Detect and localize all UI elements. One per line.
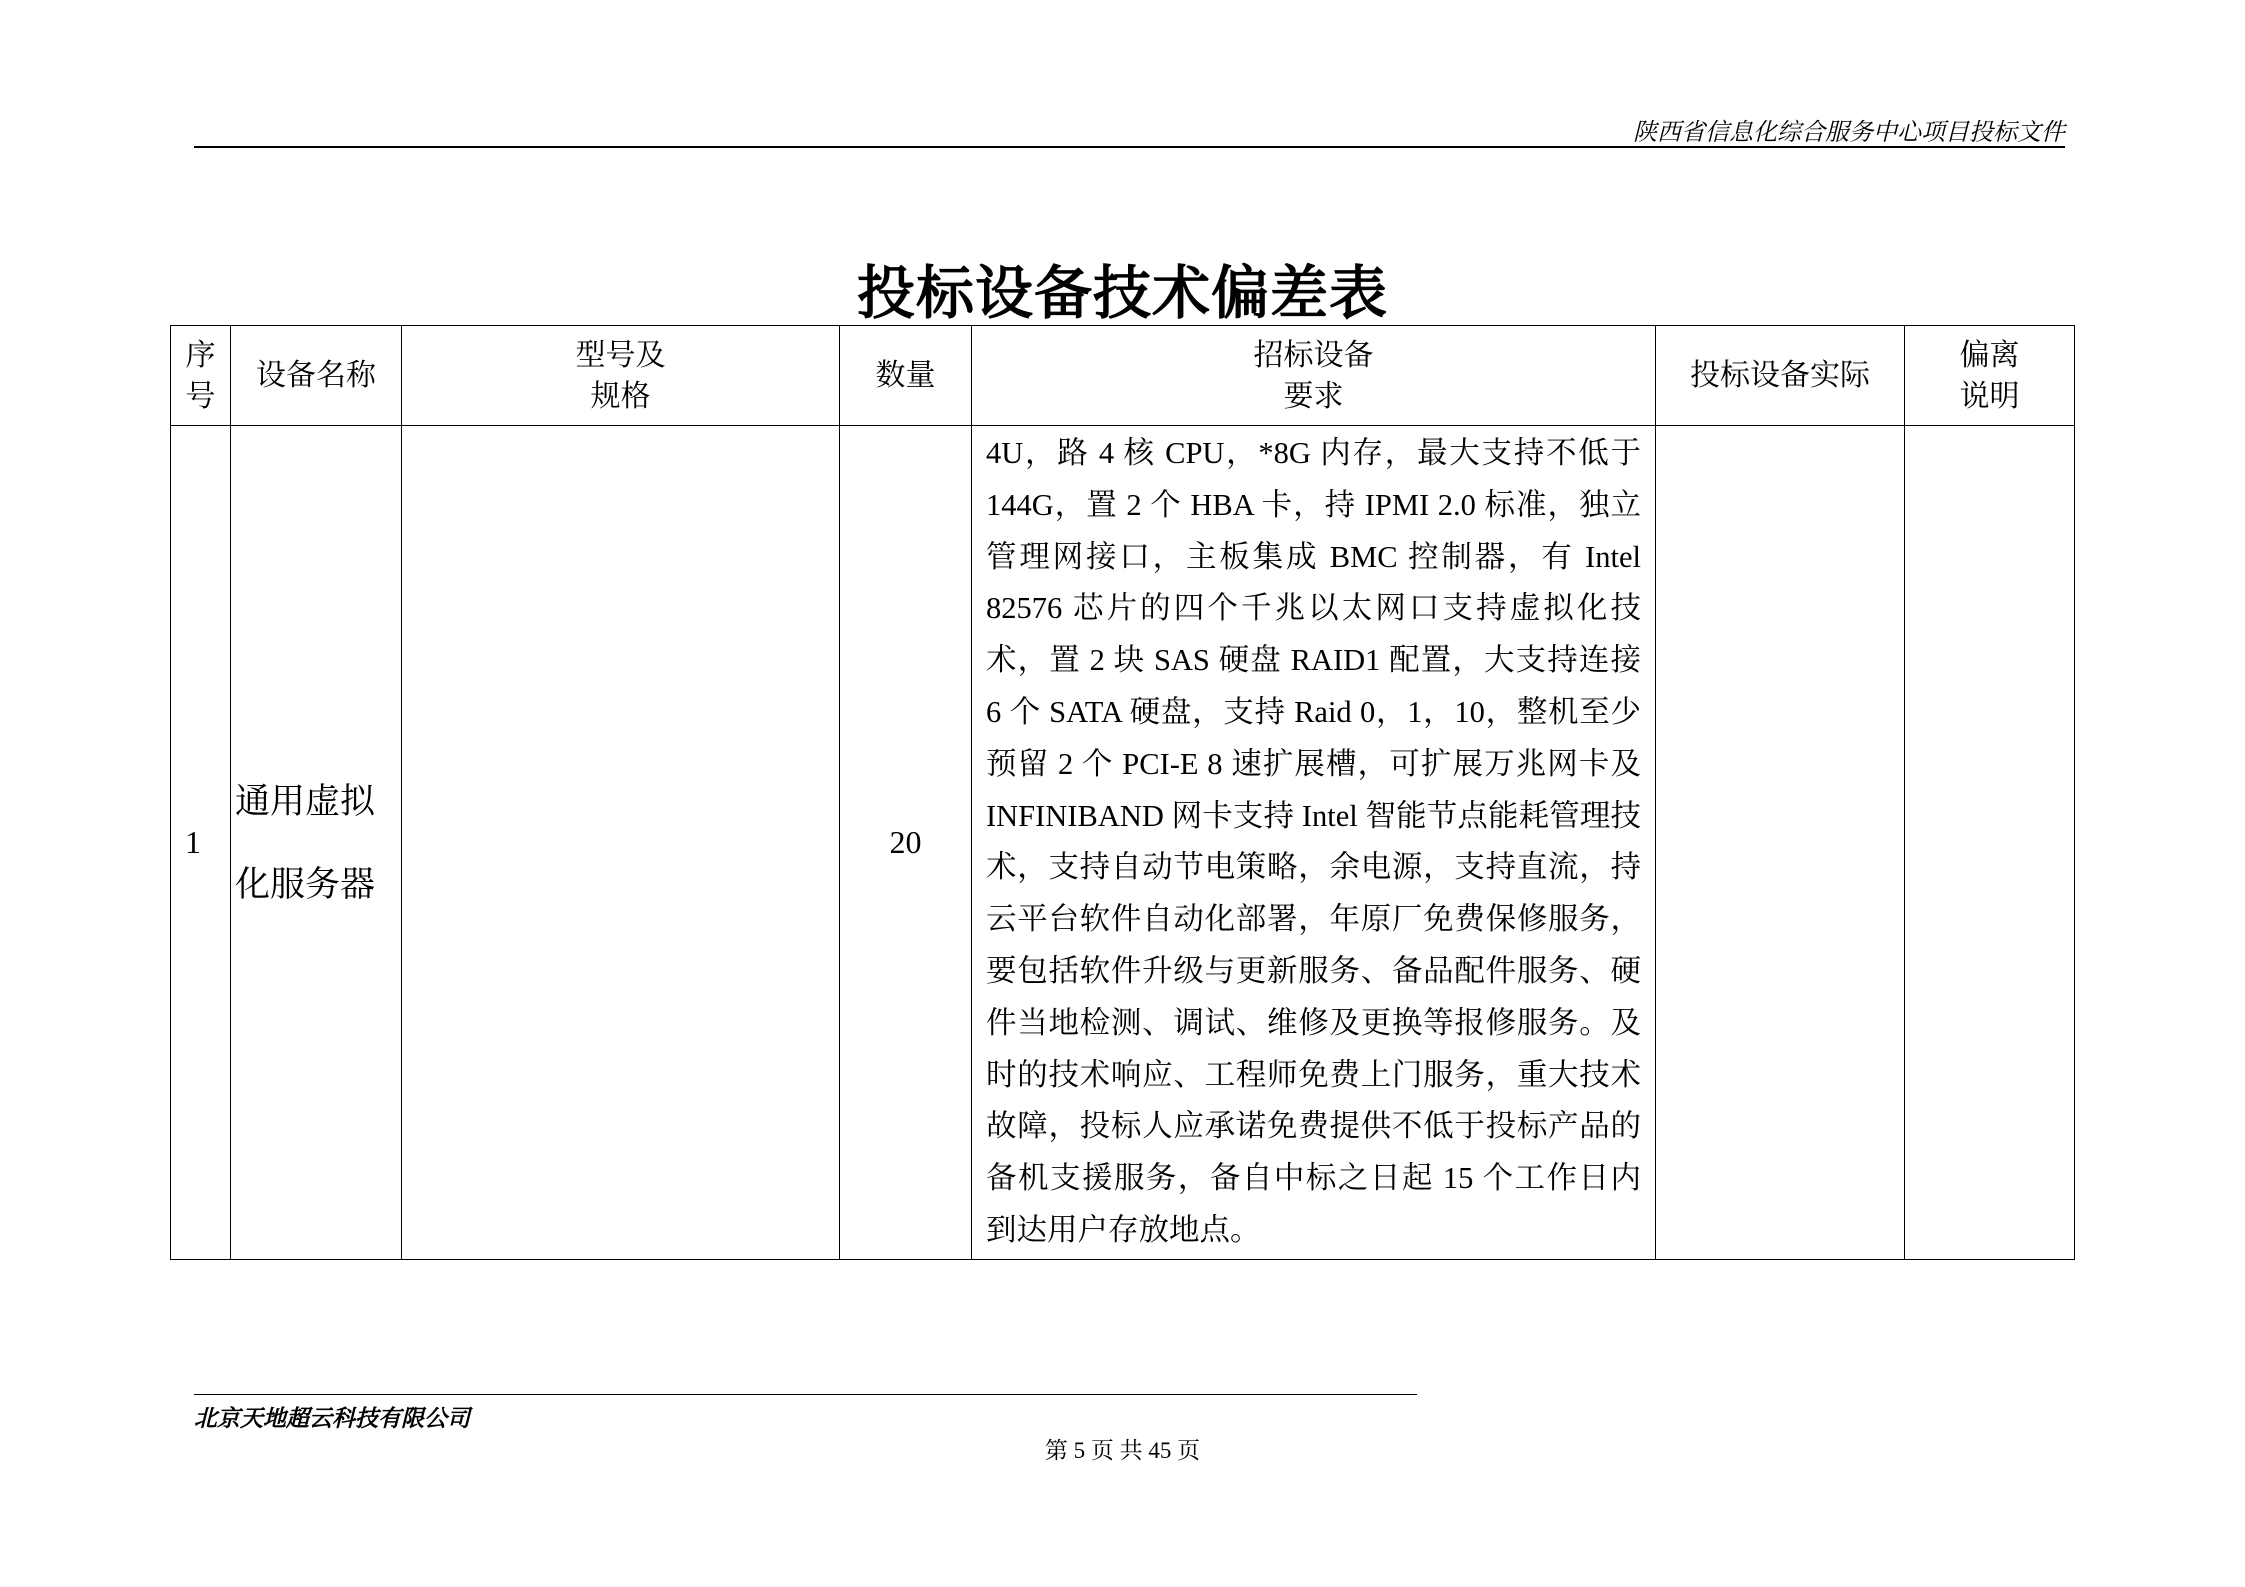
header-divider bbox=[194, 146, 2065, 148]
header-req-line: 要求 bbox=[1283, 379, 1344, 413]
header-name: 设备名称 bbox=[231, 326, 402, 426]
header-model-label: 型号及规格 bbox=[575, 338, 666, 413]
cell-name bbox=[231, 426, 402, 1260]
header-no-line: 序 bbox=[185, 338, 216, 372]
deviation-table bbox=[170, 325, 2075, 1260]
header-deviation bbox=[1905, 326, 2075, 426]
header-no bbox=[171, 326, 231, 426]
page-number: 第 5 页 共 45 页 bbox=[1044, 1438, 1201, 1463]
cell-model bbox=[402, 426, 840, 1260]
header-model bbox=[402, 326, 840, 426]
footer-divider bbox=[194, 1394, 1417, 1395]
cell-deviation bbox=[1905, 426, 2075, 1260]
cell-actual bbox=[1656, 426, 1905, 1260]
cell-qty: 20 bbox=[840, 426, 972, 1260]
document-header: 陕西省信息化综合服务中心项目投标文件 bbox=[1633, 120, 2065, 146]
name-line: 通用虚拟 bbox=[235, 781, 376, 821]
header-req-line: 招标设备 bbox=[1253, 338, 1374, 372]
table-header-row bbox=[171, 326, 2075, 426]
header-deviation-label: 偏离说明 bbox=[1959, 338, 2020, 413]
header-actual: 投标设备实际 bbox=[1656, 326, 1905, 426]
header-no-line: 号 bbox=[185, 379, 216, 413]
footer-company: 北京天地超云科技有限公司 bbox=[194, 1406, 470, 1431]
header-qty: 数量 bbox=[840, 326, 972, 426]
name-line: 化服务器 bbox=[235, 864, 376, 904]
header-requirement bbox=[972, 326, 1656, 426]
cell-no: 1 bbox=[171, 426, 231, 1260]
cell-requirement: 4U，路 4 核 CPU，*8G 内存，最大支持不低于 144G，置 2 个 HBA 卡，持 IPMI 2.0 标准，独立管理网接口，主板集成 BMC 控制器，有 Intel 82576 芯片的四个千兆以太网口支持虚拟化技术，置 2 块 SAS 硬盘 RAID1 配置，大支持连接 6 个 SATA 硬盘，支持 Raid 0，1，10，整机至少预留 2 个 PCI-E 8 速扩展槽，可扩展万兆网卡及 INFINIBAND 网卡支持 Intel 智能节点能耗管理技术，支持自动节电策略，余电源，支持直流，持云平台软件自动化部署，年原厂免费保修服务，要包括软件升级与更新服务、备品配件服务、硬件当地检测、调试、维修及更换等报修服务。及时的技术响应、工程师免费上门服务，重大技术故障，投标人应承诺免费提供不低于投标产品的备机支援服务，备自中标之日起 15 个工作日内到达用户存放地点。 bbox=[972, 426, 1656, 1260]
table-row bbox=[171, 426, 2075, 1260]
page-title: 投标设备技术偏差表 bbox=[856, 259, 1388, 327]
